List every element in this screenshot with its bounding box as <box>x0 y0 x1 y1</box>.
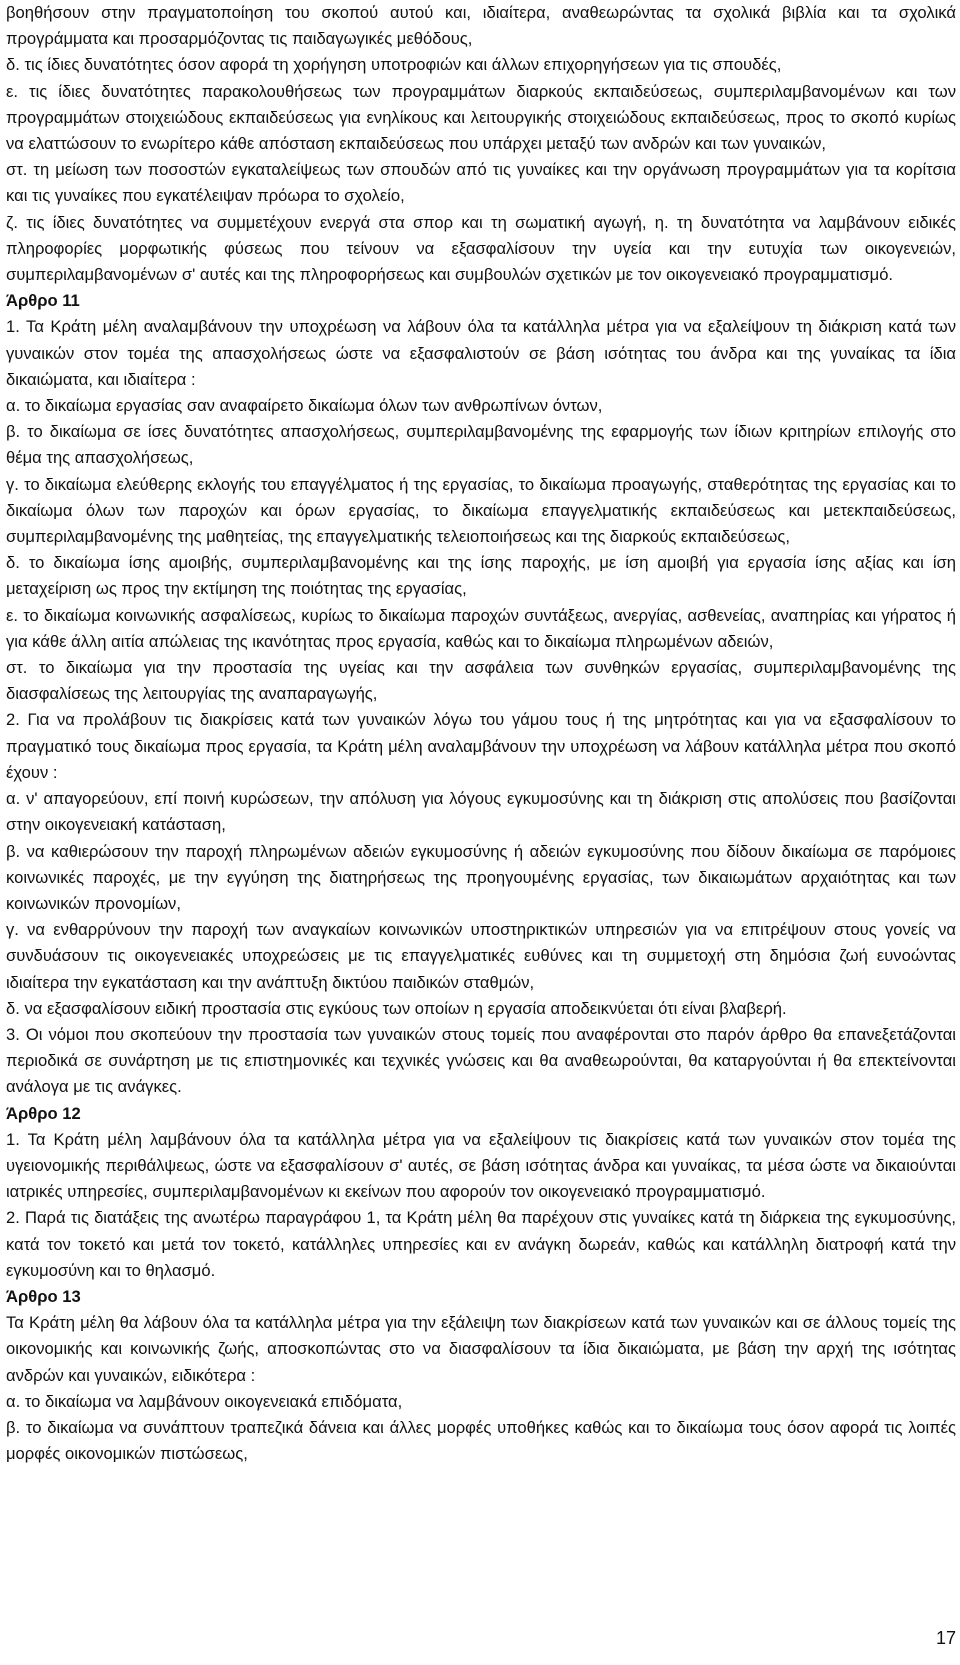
paragraph: Τα Κράτη μέλη θα λάβουν όλα τα κατάλληλα μέτρα για την εξάλειψη των διακρίσεων κατά των γυναικών και σε άλλους τομείς της οικονομικής και κοινωνικής ζωής, αποσκοπώντας στο να διασφαλίσουν τα ίδια δικαιώματα, με βάση την αρχή της ισότητας ανδρών και γυναικών, ειδικότερα : <box>6 1313 956 1385</box>
paragraph: δ. να εξασφαλίσουν ειδική προστασία στις εγκύους των οποίων η εργασία αποδεικνύεται ότι είναι βλαβερή. <box>6 998 787 1018</box>
paragraph: β. το δικαίωμα να συνάπτουν τραπεζικά δάνεια και άλλες μορφές υποθήκες καθώς και το δικαίωμα τους όσον αφορά τις λοιπές μορφές οικονομικών πιστώσεως, <box>6 1417 956 1464</box>
paragraph: ζ. τις ίδιες δυνατότητες να συμμετέχουν ενεργά στα σπορ και τη σωματική αγωγή, η. τη δυνατότητα να λαμβάνουν ειδικές πληροφορίες μορφωτικής φύσεως που τείνουν να εξασφαλίσουν την υγεία και την ευτυχία των οικογενειών, συμπεριλαμβανομένων σ' αυτές και της πληροφορήσεως και συμβουλών σχετικών με τον οικογενειακό προγραμματισμό. <box>6 212 956 285</box>
paragraph: στ. το δικαίωμα για την προστασία της υγείας και την ασφάλεια των συνθηκών εργασίας, συμπεριλαμβανομένης της διασφαλίσεως της λειτουργίας της αναπαραγωγής, <box>6 658 956 704</box>
article-heading: Άρθρο 13 <box>6 1286 81 1306</box>
paragraph: γ. το δικαίωμα ελεύθερης εκλογής του επαγγέλματος ή της εργασίας, το δικαίωμα προαγωγής, σταθερότητας της εργασίας και το δικαίωμα όλων των παροχών και όρων εργασίας, το δικαίωμα επαγγελματικής εκπαιδεύσεως και μετεκπαιδεύσεως, συμπεριλαμβανομένης της μαθητείας, της επαγγελματικής τελειοποιήσεως και της διαρκούς εκπαιδεύσεως, <box>6 474 956 547</box>
paragraph: 1. Τα Κράτη μέλη λαμβάνουν όλα τα κατάλληλα μέτρα για να εξαλείψουν τις διακρίσεις κατά των γυναικών στον τομέα της υγειονομικής περιθάλψεως, ώστε να εξασφαλίσουν σ' αυτές, σε βάση ισότητας άνδρα και γυναίκας, τα μέσα ώστε να δικαιούνται ιατρικές υπηρεσίες, συμπεριλαμβανομένων κι εκείνων που αφορούν τον οικογενειακό προγραμματισμό. <box>6 1129 956 1202</box>
paragraph: γ. να ενθαρρύνουν την παροχή των αναγκαίων κοινωνικών υποστηρικτικών υπηρεσιών για να επιτρέψουν στους γονείς να συνδυάσουν τις οικογενειακές υποχρεώσεις με τις επαγγελματικές ευθύνες και τη συμμετοχή στη δημόσια ζωή ευνοώντας ιδιαίτερα την εγκατάσταση και την ανάπτυξη δικτύου παιδικών σταθμών, <box>6 920 956 992</box>
document-body <box>6 0 956 1467</box>
paragraph: δ. τις ίδιες δυνατότητες όσον αφορά τη χορήγηση υποτροφιών και άλλων επιχορηγήσεων για τις σπουδές, <box>6 55 782 75</box>
page-number: 17 <box>935 1628 956 1648</box>
paragraph: α. το δικαίωμα να λαμβάνουν οικογενειακά επιδόματα, <box>6 1391 403 1411</box>
paragraph: ε. τις ίδιες δυνατότητες παρακολουθήσεως των προγραμμάτων διαρκούς εκπαιδεύσεως, συμπεριλαμβανομένων και των προγραμμάτων στοιχειώδους εκπαιδεύσεως για ενηλίκους και λειτουργικής στοιχειώδους εκπαιδεύσεως, προς το σκοπό κυρίως να ελαττώσουν το ενωρίτερο κάθε απόσταση εκπαιδεύσεως που υπάρχει μεταξύ των ανδρών και των γυναικών, <box>6 81 956 154</box>
paragraph: στ. τη μείωση των ποσοστών εγκαταλείψεως των σπουδών από τις γυναίκες και την οργάνωση προγραμμάτων για τα κορίτσια και τις γυναίκες που εγκατέλειψαν πρόωρα το σχολείο, <box>6 160 956 206</box>
paragraph: 1. Τα Κράτη μέλη αναλαμβάνουν την υποχρέωση να λάβουν όλα τα κατάλληλα μέτρα για να εξαλείψουν τη διάκριση κατά των γυναικών στον τομέα της απασχολήσεως ώστε να εξασφαλιστούν σε βάση ισότητας του άνδρα και της γυναίκας τα ίδια δικαιώματα, και ιδιαίτερα : <box>6 317 956 389</box>
paragraph: 2. Για να προλάβουν τις διακρίσεις κατά των γυναικών λόγω του γάμου τους ή της μητρότητας και για να εξασφαλίσουν το πραγματικό τους δικαίωμα προς εργασία, τα Κράτη μέλη αναλαμβάνουν την υποχρέωση να λάβουν κατάλληλα μέτρα που σκοπό έχουν : <box>6 710 956 782</box>
paragraph: ε. το δικαίωμα κοινωνικής ασφαλίσεως, κυρίως το δικαίωμα παροχών συντάξεως, ανεργίας, ασθενείας, αναπηρίας και γήρατος ή για κάθε άλλη αιτία απώλειας της ικανότητας προς εργασία, καθώς και το δικαίωμα πληρωμένων αδειών, <box>6 605 956 651</box>
paragraph: α. ν' απαγορεύουν, επί ποινή κυρώσεων, την απόλυση για λόγους εγκυμοσύνης και τη διάκριση στις απολύσεις που βασίζονται στην οικογενειακή κατάσταση, <box>6 789 956 835</box>
paragraph: δ. το δικαίωμα ίσης αμοιβής, συμπεριλαμβανομένης και της ίσης παροχής, με ίση αμοιβή για εργασία ίσης αξίας και ίση μεταχείριση ως προς την εκτίμηση της ποιότητας της εργασίας, <box>6 553 956 599</box>
paragraph: βοηθήσουν στην πραγματοποίηση του σκοπού αυτού και, ιδιαίτερα, αναθεωρώντας τα σχολικά βιβλία και τα σχολικά προγράμματα και προσαρμόζοντας τις παιδαγωγικές μεθόδους, <box>6 3 956 49</box>
paragraph: 2. Παρά τις διατάξεις της ανωτέρω παραγράφου 1, τα Κράτη μέλη θα παρέχουν στις γυναίκες κατά τη διάρκεια της εγκυμοσύνης, κατά τον τοκετό και μετά τον τοκετό, κατάλληλες υπηρεσίες και εν ανάγκη δωρεάν, καθώς και κατάλληλη διατροφή κατά την εγκυμοσύνη και το θηλασμό. <box>6 1208 956 1280</box>
paragraph: 3. Οι νόμοι που σκοπεύουν την προστασία των γυναικών στους τομείς που αναφέρονται στο παρόν άρθρο θα επανεξετάζονται περιοδικά σε συνάρτηση με τις επιστημονικές και τεχνικές γνώσεις και θα αναθεωρούνται, θα καταργούνται ή θα επεκτείνονται ανάλογα με τις ανάγκες. <box>6 1024 956 1097</box>
paragraph: β. το δικαίωμα σε ίσες δυνατότητες απασχολήσεως, συμπεριλαμβανομένης της εφαρμογής των ίδιων κριτηρίων επιλογής στο θέμα της απασχολήσεως, <box>6 422 956 468</box>
paragraph: β. να καθιερώσουν την παροχή πληρωμένων αδειών εγκυμοσύνης ή αδειών εγκυμοσύνης που δίδουν δικαίωμα σε παρόμοιες κοινωνικές παροχές, με την εγγύηση της διατηρήσεως της προηγουμένης εργασίας, των δικαιωμάτων αρχαιότητας και των κοινωνικών προνομίων, <box>6 841 956 913</box>
article-heading: Άρθρο 11 <box>6 291 80 311</box>
paragraph: α. το δικαίωμα εργασίας σαν αναφαίρετο δικαίωμα όλων των ανθρωπίνων όντων, <box>6 396 603 416</box>
article-heading: Άρθρο 12 <box>6 1103 81 1123</box>
